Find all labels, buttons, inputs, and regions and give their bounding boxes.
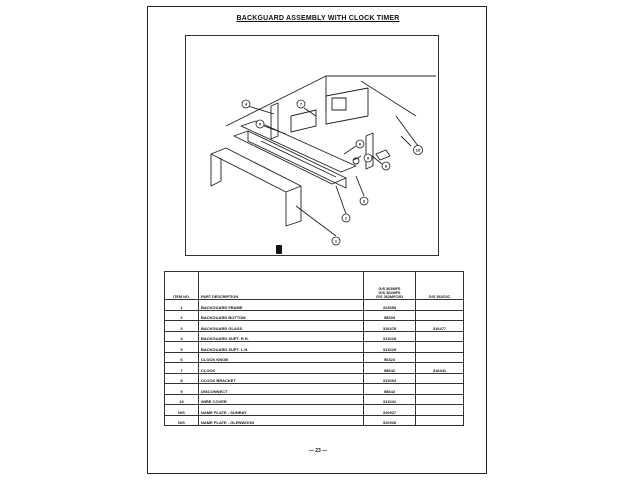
callout-10 xyxy=(414,146,423,155)
table-row xyxy=(165,384,464,395)
range-top-back-edge xyxy=(226,76,436,126)
item-no: 1 xyxy=(165,300,199,311)
model-a-line3: G/S 362MFC0D xyxy=(375,295,403,299)
table-row xyxy=(165,415,464,426)
table-row xyxy=(165,352,464,363)
item-no: 6 xyxy=(165,352,199,363)
svg-text:8: 8 xyxy=(384,163,388,169)
table-row xyxy=(165,321,464,332)
table-row xyxy=(165,331,464,342)
item-no: 10 xyxy=(165,394,199,405)
exploded-view-drawing xyxy=(186,36,438,255)
callout-8 xyxy=(382,162,390,170)
part-number-b xyxy=(416,394,464,405)
support-left xyxy=(271,103,278,139)
part-number-b xyxy=(416,300,464,311)
parts-table xyxy=(164,271,464,426)
table-row xyxy=(165,405,464,416)
part-number-b xyxy=(416,342,464,353)
part-description: NAME PLATE - SUNRAY xyxy=(199,405,364,416)
part-description: NAME PLATE - GLENWOOD xyxy=(199,415,364,426)
callout-7 xyxy=(297,100,305,108)
part-number-b xyxy=(416,310,464,321)
part-number-b xyxy=(416,405,464,416)
range-top-side xyxy=(361,81,416,116)
svg-text:7: 7 xyxy=(299,101,303,107)
page-number: — 23 — xyxy=(308,448,328,454)
support-right xyxy=(366,133,373,169)
svg-text:9: 9 xyxy=(366,155,370,161)
part-number-a: 58642 xyxy=(364,363,416,374)
item-no: 9 xyxy=(165,384,199,395)
backguard-bottom xyxy=(211,148,301,192)
part-description: BACKGUARD GLASS xyxy=(199,321,364,332)
item-no: 4 xyxy=(165,331,199,342)
item-no: 8 xyxy=(165,373,199,384)
header-model-a xyxy=(364,272,416,300)
svg-text:3: 3 xyxy=(362,198,366,204)
model-a-line1: G/S 363MFS xyxy=(378,287,401,291)
part-number-b xyxy=(416,352,464,363)
item-no: N/S xyxy=(165,405,199,416)
item-no: 2 xyxy=(165,310,199,321)
callout-9 xyxy=(364,154,372,162)
table-row xyxy=(165,342,464,353)
part-description: BACKGUARD BOTTOM xyxy=(199,310,364,321)
part-description: WIRE COVER xyxy=(199,394,364,405)
part-number-a: 310927 xyxy=(364,405,416,416)
clock-window xyxy=(332,98,346,110)
item-no: N/S xyxy=(165,415,199,426)
part-number-b xyxy=(416,384,464,395)
svg-text:1: 1 xyxy=(334,238,338,244)
part-number-a: 311094 xyxy=(364,373,416,384)
part-number-a: 310928 xyxy=(364,415,416,426)
svg-text:10: 10 xyxy=(415,147,421,153)
table-row xyxy=(165,300,464,311)
table-row xyxy=(165,310,464,321)
part-description: CLOCK xyxy=(199,363,364,374)
item-no: 5 xyxy=(165,342,199,353)
part-number-b: 316477 xyxy=(416,321,464,332)
exploded-view-diagram xyxy=(185,35,439,256)
callout-6 xyxy=(356,140,364,148)
svg-text:4: 4 xyxy=(244,101,248,107)
table-row xyxy=(165,363,464,374)
part-number-a: 313654 xyxy=(364,300,416,311)
item-no: 7 xyxy=(165,363,199,374)
part-number-b xyxy=(416,415,464,426)
header-model-b: G/S 363C0C xyxy=(416,272,464,300)
table-row xyxy=(165,373,464,384)
header-item-no: ITEM NO. xyxy=(165,272,199,300)
page-title: BACKGUARD ASSEMBLY WITH CLOCK TIMER xyxy=(236,15,400,22)
part-number-a: 311028 xyxy=(364,331,416,342)
part-number-a: 56323 xyxy=(364,352,416,363)
part-description: BACKGUARD SUPT. L.H. xyxy=(199,342,364,353)
callout-3 xyxy=(360,197,368,205)
callout-markers xyxy=(242,100,423,245)
callout-5 xyxy=(256,120,264,128)
callout-1 xyxy=(332,237,340,245)
part-number-b xyxy=(416,331,464,342)
part-number-b: 316441 xyxy=(416,363,464,374)
document-page xyxy=(147,6,487,474)
svg-text:6: 6 xyxy=(358,141,362,147)
table-row xyxy=(165,394,464,405)
part-number-a: 316478 xyxy=(364,321,416,332)
part-number-a: 58693 xyxy=(364,310,416,321)
part-description: DISCONNECT xyxy=(199,384,364,395)
part-description: CLOCK KNOB xyxy=(199,352,364,363)
backguard-bottom-face xyxy=(286,186,301,226)
part-description: BACKGUARD SUPT. R.H. xyxy=(199,331,364,342)
table-header-row xyxy=(165,272,464,300)
part-number-b xyxy=(416,373,464,384)
model-a-line2: G/S 362MFS xyxy=(378,291,401,295)
callout-2 xyxy=(342,214,350,222)
part-number-a: 311041 xyxy=(364,394,416,405)
svg-text:2: 2 xyxy=(344,215,348,221)
backguard-frame xyxy=(234,131,346,184)
callout-4 xyxy=(242,100,250,108)
part-description: CLOCK BRACKET xyxy=(199,373,364,384)
part-number-a: 311029 xyxy=(364,342,416,353)
svg-text:5: 5 xyxy=(258,121,262,127)
part-description: BACKGUARD FRAME xyxy=(199,300,364,311)
part-number-a: 58642 xyxy=(364,384,416,395)
header-part-description: PART DESCRIPTION xyxy=(199,272,364,300)
item-no: 3 xyxy=(165,321,199,332)
disconnect xyxy=(376,150,390,160)
